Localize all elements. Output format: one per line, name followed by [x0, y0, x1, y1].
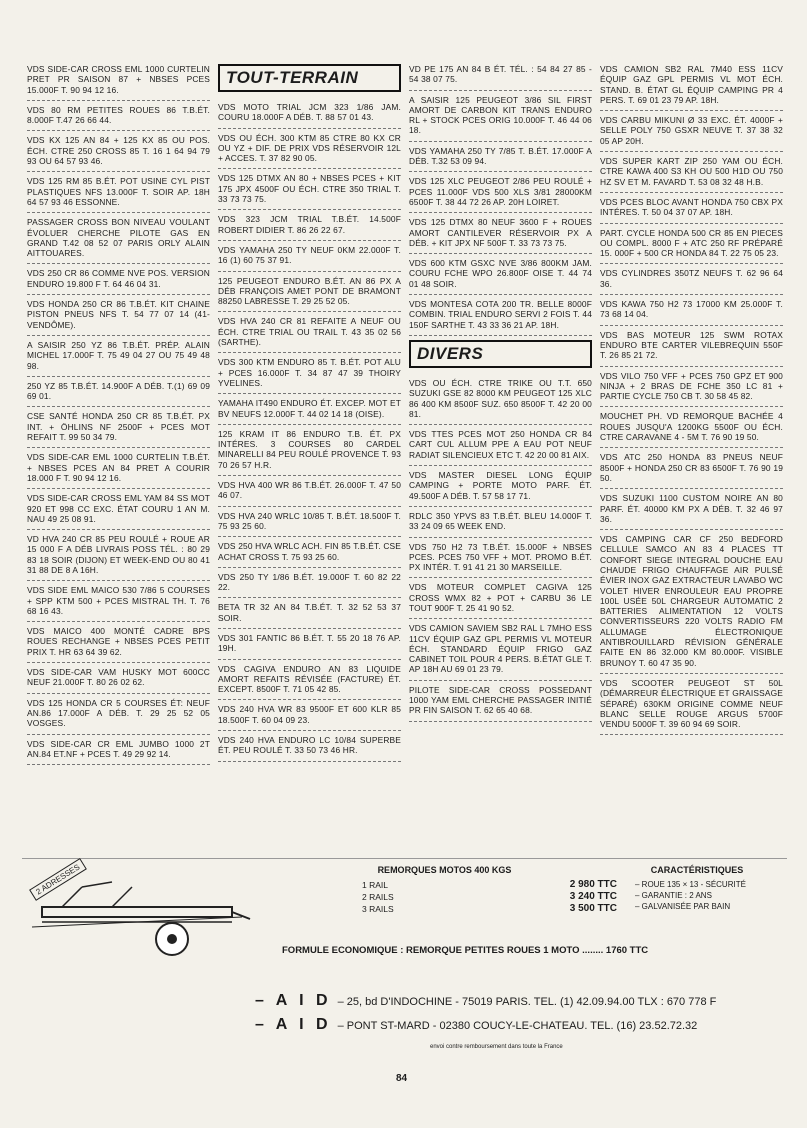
classified-ad: VDS OU ÉCH. 300 KTM 85 CTRE 80 KX CR OU YZ + DIF. DE PRIX VDS RÉSERVOIR 12L + ACCES. T. 37 82 90 05. [218, 129, 401, 170]
classified-ad: VDS 125 HONDA CR 5 COURSES ÉT: NEUF AN.86 17.000F A DÉB. T. 29 25 52 05 VOSGES. [27, 694, 210, 735]
price-row: 3 RAILS 3 500 TTC [362, 903, 617, 914]
classified-ad: VDS MOTO TRIAL JCM 323 1/86 JAM. COURU 18.000F A DÉB. T. 88 57 01 43. [218, 98, 401, 129]
classified-ad: VDS BAS MOTEUR 125 SWM ROTAX ENDURO BTE CARTER VILEBREQUIN 550F T. 26 85 21 72. [600, 326, 783, 367]
page-number: 84 [396, 1073, 408, 1084]
price-row: 2 RAILS 3 240 TTC [362, 891, 617, 902]
classified-ad: VDS MONTESA COTA 200 TR. BELLE 8000F COMBIN. TRIAL ENDURO SERVI 2 FOIS T. 44 150F SARTHE T. 43 33 36 21 AP. 18H. [409, 295, 592, 336]
delivery-note: envoi contre remboursement dans toute la France [430, 1044, 563, 1050]
classified-ad: VDS SCOOTER PEUGEOT ST 50L (DÉMARREUR ÉLECTRIQUE ET GRAISSAGE SÉPARÉ) 630KM ORIGINE COMME NEUF BLANC SELLE ROUGE ARGUS 5700F VENDU 5000F T. 39 60 94 69 SOIR. [600, 674, 783, 735]
classified-ad: CSE SANTÉ HONDA 250 CR 85 T.B.ÉT. PX INT. + ÖHLINS NF 2500F + PCES MOT REFAIT T. 99 50 34 79. [27, 407, 210, 448]
price-header: REMORQUES MOTOS 400 KGS [377, 865, 512, 875]
classified-ad: VDS 301 FANTIC 86 B.ÉT. T. 55 20 18 76 AP. 19H. [218, 629, 401, 660]
classified-ad: VD HVA 240 CR 85 PEU ROULÉ + ROUE AR 15 000 F A DÉB LIVRAIS POSS TÉL. : 80 29 83 18 SOIR (DIJON) ET WEEK-END OU 80 41 31 88 DE 8 A 16H. [27, 530, 210, 581]
classified-ad: PILOTE SIDE-CAR CROSS POSSEDANT 1000 YAM EML CHERCHE PASSAGER INITIÉ PR FIN SAISON T. 62 65 40 68. [409, 681, 592, 722]
classified-ad: VDS SIDE-CAR EML 1000 CURTELIN T.B.ÉT. + NBSES PCES AN 84 PRET A COURIR 18.000 F T. 90 94 12 16. [27, 448, 210, 489]
classified-ad: VDS 80 RM PETITES ROUES 86 T.B.ÉT. 8.000F T.47 26 66 44. [27, 101, 210, 132]
classified-ad: VDS MASTER DIESEL LONG ÉQUIP CAMPING + PORTE MOTO PARF. ÉT. 49.500F A DÉB. T. 57 58 17 71. [409, 466, 592, 507]
classified-ad: VDS 125 XLC PEUGEOT 2/86 PEU ROULÉ + PCES 11.000F VDS 500 XLS 3/81 28000KM 6500F T. 38 44 72 26 AP. 20H LOIRET. [409, 172, 592, 213]
classified-ad: 250 YZ 85 T.B.ÉT. 14.900F A DÉB. T.(1) 69 09 69 01. [27, 377, 210, 408]
classified-ad: VDS ATC 250 HONDA 83 PNEUS NEUF 8500F + HONDA 250 CR 83 6500F T. 76 90 19 50. [600, 448, 783, 489]
classified-ad: VDS KAWA 750 H2 73 17000 KM 25.000F T. 73 68 14 04. [600, 295, 783, 326]
characteristics: CARACTÉRISTIQUES – ROUE 135 × 13 - SÉCURITÉ – GARANTIE : 2 ANS – GALVANISÉE PAR BAIN [607, 865, 787, 912]
classified-ad: A SAISIR 250 YZ 86 T.B.ÉT. PRÉP. ALAIN MICHEL 17.000F T. 75 49 04 27 OU 75 49 48 98. [27, 336, 210, 377]
classified-ad: VDS CAMPING CAR CF 250 BEDFORD CELLULE SAMCO AN 83 4 PLACES TT CONFORT SIEGE INTEGRAL DOUCHE EAU CHAUDE FRIGO CHAUFFAGE AIR PULSÉ ÉVIER INOX GAZ EXTRACTEUR LAVABO WC VOLET HIVER ENROULEUR EAU PROPRE 100L USÉE 50L CHARGEUR AUTOMATIC 2 BATTERIES ALIMENTATION 12 VOLTS CONVERTISSEURS 220 VOLTS RADIO FM ALLUMAGE ÉLECTRONIQUE ANTIBROUILLARD RÉVISION GÉNÉRALE FAITE EN 86 32.000 KM 80.000F. VISIBLE BRUNOY T. 60 47 35 90. [600, 530, 783, 674]
classified-ad: VDS 750 H2 73 T.B.ÉT. 15.000F + NBSES PCES. PCES 750 VFF + MOT. PROMO B.ÉT. PX INTÉR. T. 91 41 21 30 MARSEILLE. [409, 538, 592, 579]
classified-ad: VDS CYLINDRES 350TZ NEUFS T. 62 96 64 36. [600, 264, 783, 295]
char-item: – GARANTIE : 2 ANS [635, 891, 712, 900]
classified-ad: VDS VILO 750 VFF + PCES 750 GPZ ET 900 NINJA + 2 BRAS DE FCHE 350 LC 81 + PARTIE CYCLE 750 CB T. 30 58 45 82. [600, 367, 783, 408]
classified-ad: VDS SIDE-CAR CROSS EML 1000 CURTELIN PRET PR SAISON 87 + NBSES PCES 15.000F T. 90 94 12 16. [27, 60, 210, 101]
classified-ad: VDS MAICO 400 MONTÉ CADRE BPS ROUES RECHANGE + NBSES PCES PETIT PRIX T. HR 63 64 39 62. [27, 622, 210, 663]
classified-ad: VDS HONDA 250 CR 86 T.B.ÉT. KIT CHAINE PISTON PNEUS NFS T. 54 77 07 14 (41-VENDÔME). [27, 295, 210, 336]
classified-ad: VDS 125 DTMX 80 NEUF 3600 F + ROUES AMORT CANTILEVER RÉSERVOIR PX A DÉB. + KIT JPX NF 500F T. 33 73 73 75. [409, 213, 592, 254]
address-paris: – A I D – 25, bd D'INDOCHINE - 75019 PARIS. TEL. (1) 42.09.94.00 TLX : 670 778 F [255, 992, 717, 1009]
classified-ad: VDS SIDE-CAR VAM HUSKY MOT 600CC NEUF 21.000F T. 80 26 02 62. [27, 663, 210, 694]
classified-ad: VDS SUZUKI 1100 CUSTOM NOIRE AN 80 PARF. ÉT. 40000 KM PX A DÉB. T. 32 46 97 36. [600, 489, 783, 530]
classified-ad: VDS 250 TY 1/86 B.ÉT. 19.000F T. 60 82 22 22. [218, 568, 401, 599]
formula-economique: FORMULE ECONOMIQUE : REMORQUE PETITES ROUES 1 MOTO ........ 1760 TTC [282, 945, 649, 956]
classified-ad: MOUCHET PH. VD REMORQUE BACHÉE 4 ROUES JUSQU'A 1200KG 5500F OU ÉCH. CTRE CARAVANE 4 - 5M T. 76 90 19 50. [600, 407, 783, 448]
classified-ad: VDS PCES BLOC AVANT HONDA 750 CBX PX INTÉRES. T. 50 04 37 07 AP. 18H. [600, 193, 783, 224]
classified-ad: VDS 250 HVA WRLC ACH. FIN 85 T.B.ÉT. CSE ACHAT CROSS T. 75 93 25 60. [218, 537, 401, 568]
classified-ad: A SAISIR 125 PEUGEOT 3/86 SIL FIRST AMORT DE CARBON KIT TRANS ENDURO RL + STOCK PCES ORIG 10.000F T. 46 44 06 18. [409, 91, 592, 142]
classified-ad: VDS TTES PCES MOT 250 HONDA CR 84 CART CUL ALLUM PPE A EAU POT NEUF RADIAT SILENCIEUX ETC T. 42 20 00 81 AIX. [409, 425, 592, 466]
two-addresses-badge: 2 ADRESSES [29, 858, 87, 901]
classified-ad: VDS KX 125 AN 84 + 125 KX 85 OU POS. ÉCH. CTRE 250 CROSS 85 T. 16 1 64 94 79 93 OU 64 57 93 46. [27, 131, 210, 172]
classified-ad: VDS 125 DTMX AN 80 + NBSES PCES + KIT 175 JPX 4500F OU ÉCH. CTRE 350 TRIAL T. 33 73 73 75. [218, 169, 401, 210]
char-item: – ROUE 135 × 13 - SÉCURITÉ [635, 880, 746, 889]
classified-ad: VDS HVA 400 WR 86 T.B.ÉT. 26.000F T. 47 50 46 07. [218, 476, 401, 507]
classified-ad: VDS CAMION SAVIEM SB2 RAL L 7MHO ESS 11CV ÉQUIP GAZ GPL PERMIS VL MOTEUR ÉCH. STANDARD ÉQUIP FRIGO GAZ CABINET TOIL POUR 4 PERS. B.ÉTAT GLE T. AP 18H AU 69 01 23 79. [409, 619, 592, 680]
column-1 [27, 60, 210, 860]
classified-ad: YAMAHA IT490 ENDURO ÉT. EXCEP. MOT ET BV NEUFS 12.000F T. 44 02 14 18 (OISE). [218, 394, 401, 425]
classifieds-columns [27, 60, 783, 860]
column-3 [409, 60, 592, 860]
classified-ad: VDS SIDE-CAR CROSS EML YAM 84 SS MOT 920 ET 998 CC EXC. ÉTAT COURU 1 AN M. NAU 49 25 08 91. [27, 489, 210, 530]
classified-ad: BETA TR 32 AN 84 T.B.ÉT. T. 32 52 53 37 SOIR. [218, 598, 401, 629]
classified-ad: VDS SIDE EML MAICO 530 7/86 5 COURSES + SPP KTM 500 + PCES MISTRAL TH. T. 76 68 16 43. [27, 581, 210, 622]
classified-ad: VDS SUPER KART ZIP 250 YAM OU ÉCH. CTRE KAWA 400 S3 KH OU 500 H1D OU 750 HZ SV ET M. FAVARD T. 53 08 32 48 H.B. [600, 152, 783, 193]
classified-ad: VDS SIDE-CAR CR EML JUMBO 1000 2T AN.84 ET.NF + PCES T. 49 29 92 14. [27, 735, 210, 766]
classified-ad: 125 KRAM IT 86 ENDURO T.B. ÉT. PX INTÉRES. 3 COURSES 80 CARDEL MINARELLI 84 PEU ROULÉ PROVENCE T. 93 70 26 57 H.R. [218, 425, 401, 476]
classified-ad: VD PE 175 AN 84 B ÉT. TÉL. : 54 84 27 85 - 54 38 07 75. [409, 60, 592, 91]
classified-ad: VDS HVA 240 WRLC 10/85 T. B.ÉT. 18.500F T. 75 93 25 60. [218, 507, 401, 538]
classified-ad: VDS 240 HVA ENDURO LC 10/84 SUPERBE ÉT. PEU ROULÉ T. 33 50 73 46 HR. [218, 731, 401, 762]
classified-ad: VDS CAMION SB2 RAL 7M40 ESS 11CV ÉQUIP GAZ GPL PERMIS VL MOT ÉCH. STAND. B. ÉTAT GL ÉQUIP CAMPING PR 4 PERS. T. 69 01 23 79 AP. 18H. [600, 60, 783, 111]
column-4 [600, 60, 783, 860]
char-item: – GALVANISÉE PAR BAIN [635, 902, 731, 911]
classified-ad: VDS 125 RM 85 B.ÉT. POT USINE CYL PIST PLASTIQUES NFS 13.000F T. SOIR AP. 18H 64 57 93 46 ESSONNE. [27, 172, 210, 213]
classified-ad: VDS 240 HVA WR 83 9500F ET 600 KLR 85 18.500F T. 60 04 09 23. [218, 700, 401, 731]
classified-ad: VDS YAMAHA 250 TY 7/85 T. B.ÉT. 17.000F A DÉB. T.32 53 09 94. [409, 142, 592, 173]
classified-ad: VDS CAGIVA ENDURO AN 83 LIQUIDE AMORT REFAITS RÉVISÉE (FACTURE) ÉT. EXCEPT. 8500F T. 71 05 42 85. [218, 660, 401, 701]
section-heading: TOUT-TERRAIN [218, 64, 401, 92]
trailer-advertisement [22, 858, 787, 981]
classified-ad: VDS 300 KTM ENDURO 85 T. B.ÉT. POT ALU + PCES 16.000F T. 34 87 47 39 THOIRY YVELINES. [218, 353, 401, 394]
classified-ad: RDLC 350 YPVS 83 T.B.ÉT. BLEU 14.000F T. 33 24 09 65 WEEK END. [409, 507, 592, 538]
address-coucy: – A I D – PONT ST-MARD - 02380 COUCY-LE-CHATEAU. TEL. (16) 23.52.72.32 [255, 1016, 698, 1033]
classified-ad: VDS HVA 240 CR 81 REFAITE A NEUF OU ÉCH. CTRE TRIAL OU TRAIL T. 43 35 02 56 (SARTHE). [218, 312, 401, 353]
classified-ad: VDS CARBU MIKUNI Ø 33 EXC. ÉT. 4000F + SELLE POLY 750 GSXR NEUVE T. 37 38 32 05 AP 20H. [600, 111, 783, 152]
classified-ad: VDS 250 CR 86 COMME NVE POS. VERSION ENDURO 19.800 F T. 64 46 04 31. [27, 264, 210, 295]
classified-ad: PART. CYCLE HONDA 500 CR 85 EN PIECES OU COMPL. 8000 F + ATC 250 RF PRÉPARÉ 15. 000F + 500 CR HONDA 84 T. 22 75 05 23. [600, 224, 783, 265]
classified-ad: VDS YAMAHA 250 TY NEUF 0KM 22.000F T. 16 (1) 60 75 37 91. [218, 241, 401, 272]
classified-ad: VDS OU ÉCH. CTRE TRIKE OU T.T. 650 SUZUKI GSE 82 8000 KM PEUGEOT 125 XLC 86 400 KM 8500F SUZ. 650 8500F T. 42 20 00 81. [409, 374, 592, 425]
section-heading: DIVERS [409, 340, 592, 368]
classified-ad: VDS MOTEUR COMPLET CAGIVA 125 CROSS WMX 82 + POT + CARBU 36 LE TOUT 900F T. 25 41 90 52. [409, 578, 592, 619]
price-row: 1 RAIL 2 980 TTC [362, 879, 617, 890]
classified-ad: VDS 600 KTM GSXC NVE 3/86 800KM JAM. COURU FCHE WPO 26.800F OISE T. 44 74 01 48 SOIR. [409, 254, 592, 295]
classified-ad: 125 PEUGEOT ENDURO B.ÉT. AN 86 PX A DÉB FRANÇOIS AMET PONT DE BRAMONT 88250 LABRESSE T. 29 25 52 05. [218, 272, 401, 313]
price-list [272, 865, 617, 915]
column-2 [218, 60, 401, 860]
classified-ad: VDS 323 JCM TRIAL T.B.ÉT. 14.500F ROBERT DIDIER T. 86 26 22 67. [218, 210, 401, 241]
classified-ad: PASSAGER CROSS BON NIVEAU VOULANT ÉVOLUER CHERCHE PILOTE GAS EN GRAND T.42 08 52 07 PARIS ORLY ALAIN AITTOUARES. [27, 213, 210, 264]
